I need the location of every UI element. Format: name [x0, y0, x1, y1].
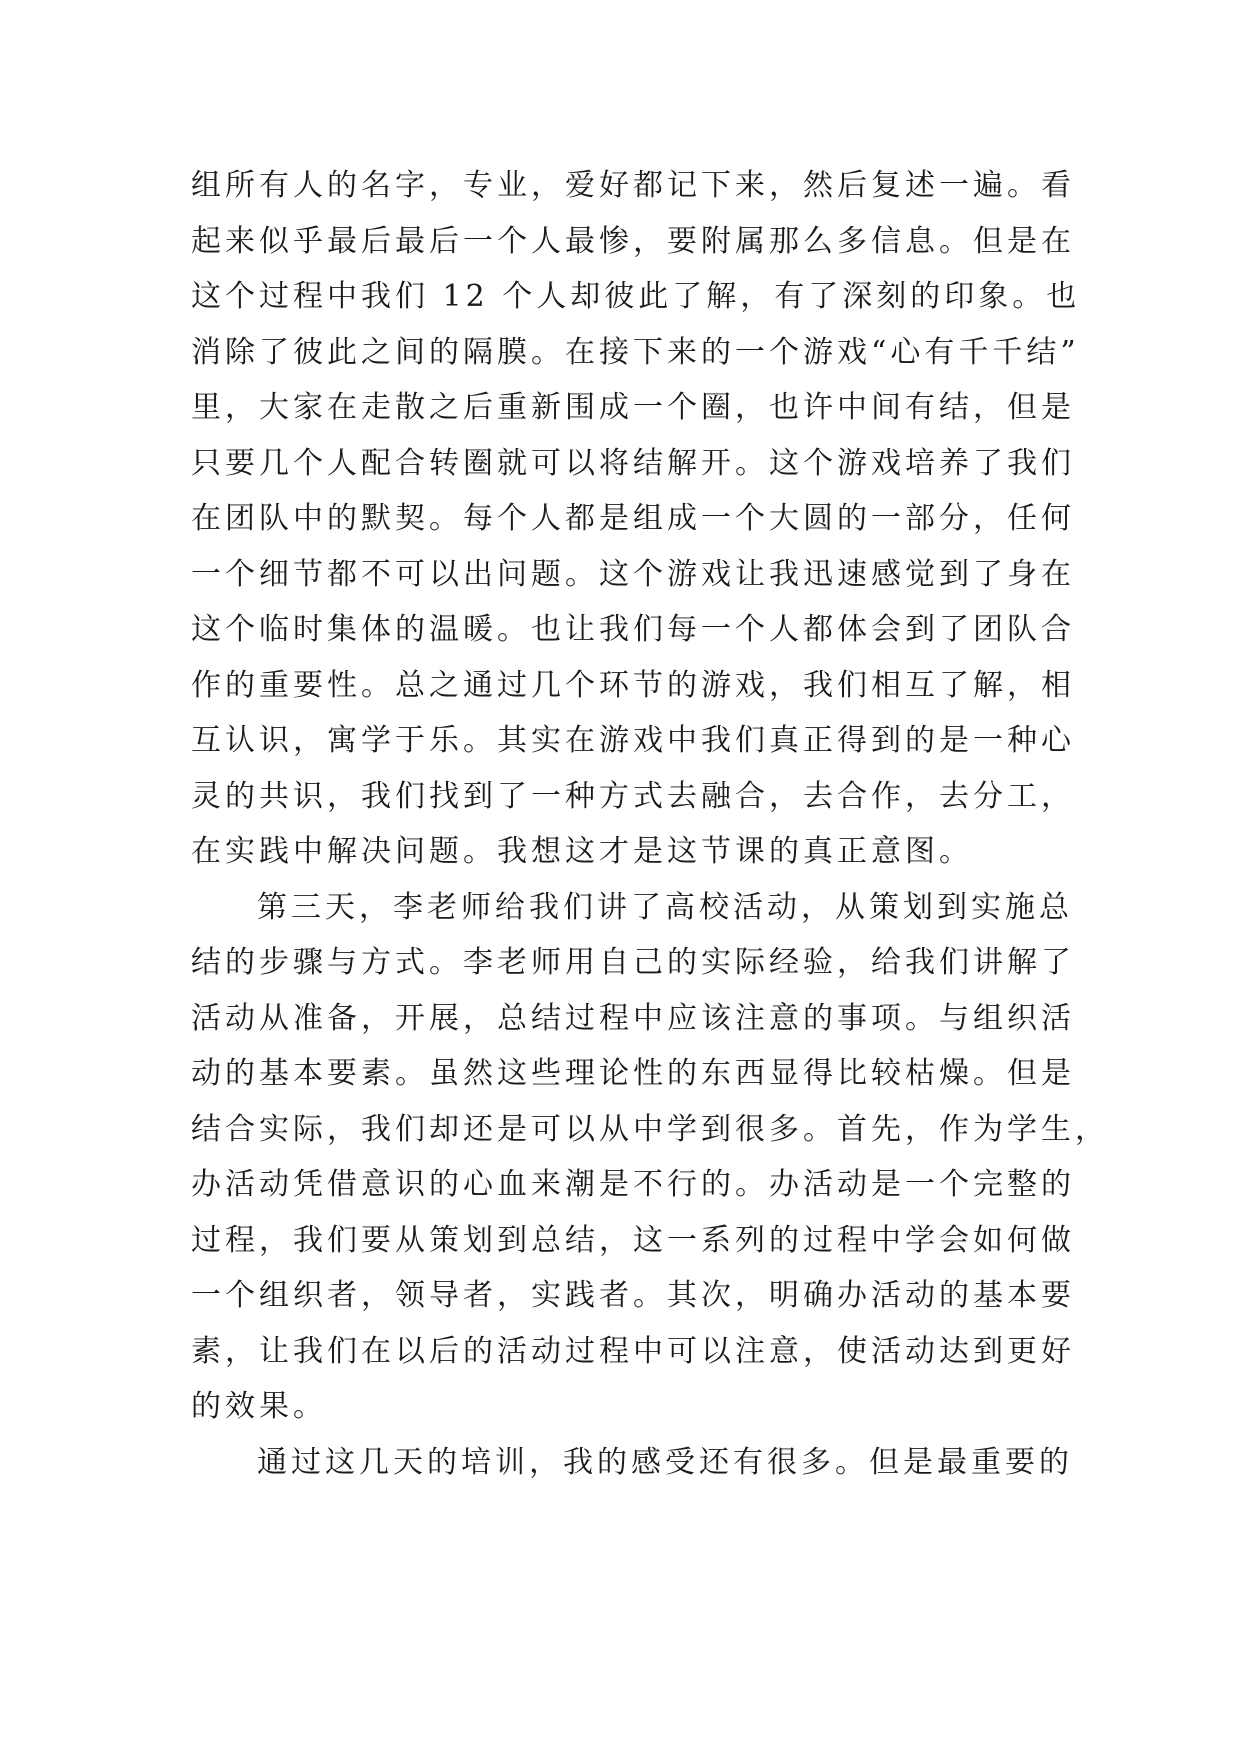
- paragraph-1-line-2: 起来似乎最后最后一个人最惨，要附属那么多信息。但是在: [191, 223, 1075, 259]
- body-text: [191, 158, 1109, 1490]
- paragraph-2-line-7: 过程，我们要从策划到总结，这一系列的过程中学会如何做: [191, 1222, 1075, 1258]
- paragraph-2-line-3: 活动从准备，开展，总结过程中应该注意的事项。与组织活: [191, 1000, 1075, 1036]
- paragraph-1-line-5: 里，大家在走散之后重新围成一个圈，也许中间有结，但是: [191, 390, 1075, 425]
- paragraph-1-line-7: 在团队中的默契。每个人都是组成一个大圆的一部分，任何: [191, 501, 1075, 536]
- paragraph-1-line-8: 一个细节都不可以出问题。这个游戏让我迅速感觉到了身在: [191, 556, 1075, 592]
- paragraph-1-line-11: 互认识，寓学于乐。其实在游戏中我们真正得到的是一种心: [191, 723, 1075, 758]
- paragraph-2-line-9: 素，让我们在以后的活动过程中可以注意，使活动达到更好: [191, 1333, 1075, 1369]
- paragraph-1-line-1: 组所有人的名字，专业，爱好都记下来，然后复述一遍。看: [191, 168, 1075, 203]
- paragraph-1-line-3: 这个过程中我们 12 个人却彼此了解，有了深刻的印象。也: [191, 279, 1081, 314]
- paragraph-3-line-1: 通过这几天的培训，我的感受还有很多。但是最重要的: [257, 1444, 1073, 1480]
- paragraph-2-line-6: 办活动凭借意识的心血来潮是不行的。办活动是一个完整的: [191, 1167, 1075, 1202]
- paragraph-2-line-10: 的效果。: [191, 1389, 327, 1424]
- paragraph-1-line-10: 作的重要性。总之通过几个环节的游戏，我们相互了解，相: [191, 667, 1075, 703]
- paragraph-2-line-1: 第三天，李老师给我们讲了高校活动，从策划到实施总: [257, 889, 1073, 925]
- paragraph-1-line-6: 只要几个人配合转圈就可以将结解开。这个游戏培养了我们: [191, 445, 1075, 481]
- paragraph-1-line-13: 在实践中解决问题。我想这才是这节课的真正意图。: [191, 834, 973, 869]
- paragraph-1-line-4: 消除了彼此之间的隔膜。在接下来的一个游戏“心有千千结”: [191, 334, 1080, 370]
- paragraph-2-line-2: 结的步骤与方式。李老师用自己的实际经验，给我们讲解了: [191, 945, 1075, 980]
- paragraph-1-line-12: 灵的共识，我们找到了一种方式去融合，去合作，去分工，: [191, 778, 1075, 814]
- paragraph-1-line-9: 这个临时集体的温暖。也让我们每一个人都体会到了团队合: [191, 612, 1075, 647]
- paragraph-2-line-8: 一个组织者，领导者，实践者。其次，明确办活动的基本要: [191, 1278, 1075, 1313]
- paragraph-2-line-5: 结合实际，我们却还是可以从中学到很多。首先，作为学生，: [191, 1111, 1109, 1147]
- paragraph-2-line-4: 动的基本要素。虽然这些理论性的东西显得比较枯燥。但是: [191, 1056, 1075, 1091]
